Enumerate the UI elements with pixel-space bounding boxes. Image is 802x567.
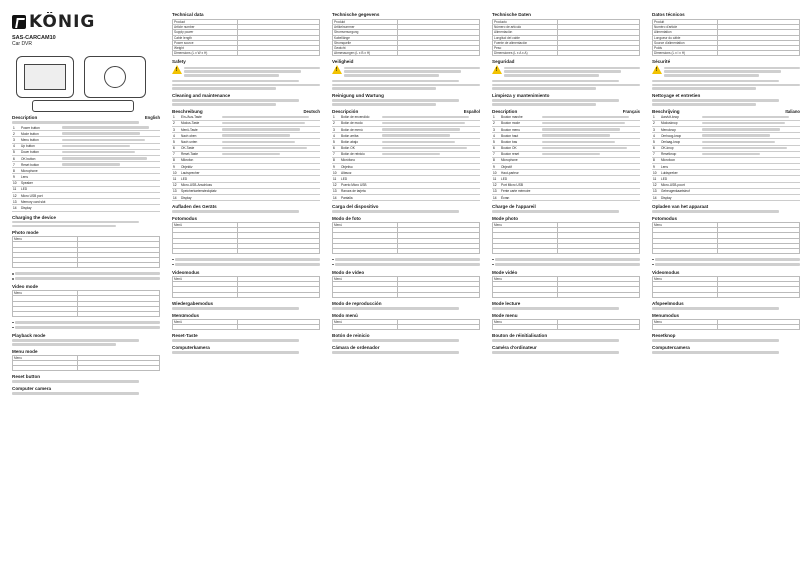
- text-label: Charge de l'appareil: [492, 204, 536, 210]
- text-label: Menu button: [20, 137, 61, 143]
- text-label: Deutsch: [303, 108, 320, 114]
- text-label: OK button: [20, 155, 61, 161]
- brand-logo: [12, 12, 160, 32]
- text-label: Objetivo: [340, 164, 381, 170]
- text-label: Technische gegevens: [332, 12, 380, 17]
- text-label: Reset button: [12, 374, 41, 380]
- text-label: Playback mode: [12, 333, 46, 339]
- text-label: Source d'alimentation: [653, 40, 718, 45]
- text-label: Ranura de tarjeta: [340, 188, 381, 194]
- text-label: Mode vidéo: [492, 270, 518, 276]
- text-label: Dimensions (L x l x H): [653, 51, 718, 56]
- text-label: Display: [660, 195, 701, 201]
- text-label: Beschrijving: [652, 108, 680, 114]
- text-label: Stromversorgung: [333, 30, 398, 35]
- text-label: Beschreibung: [172, 108, 203, 114]
- text-label: Datos técnicos: [652, 12, 685, 17]
- text-label: Lens: [660, 164, 701, 170]
- text-label: Power button: [20, 125, 61, 131]
- text-label: Cleaning and maintenance: [172, 93, 231, 98]
- text-label: Micro USB port: [20, 193, 61, 199]
- text-label: Product: [173, 20, 238, 25]
- text-label: OK-Taste: [180, 145, 221, 151]
- text-label: Botón de modo: [340, 120, 381, 126]
- column-spanish: Technische gegevens Produkt Artikelnummer Stromversorgung Kabellänge Stromquelle Gewicht Abmessungen (L x B x H) Veiligheid ! Reinigung und Wartung Descripción Español 1 Botón de encendido 2 Botón de modo 3 Botón de menú 4 Botón arriba 5 Botón abajo 6 Botón OK 7 Botón de reinicio 8 Micrófono 9 Objetivo 10 Altavoz 11 LED 12 Puerto Micro USB 13 Ranura de tarjeta 14 Pantalla Carga del dispositivo Modo de foto Menú Modo de vídeo Menú Modo de reproducción Modo menú Menú Botón de reinicio Cámara de ordenador: [332, 12, 480, 560]
- text-label: Objectif: [500, 164, 541, 170]
- text-label: Memory card slot: [20, 199, 61, 205]
- text-label: Alimentation: [653, 30, 718, 35]
- text-label: Bouton reset: [500, 151, 541, 157]
- text-label: Supply power: [173, 30, 238, 35]
- text-label: Resetknop: [660, 151, 701, 157]
- text-label: Botón de reinicio: [332, 332, 370, 338]
- text-label: Videomodus: [172, 270, 200, 276]
- text-label: Écran: [500, 195, 541, 201]
- text-label: Bouton OK: [500, 145, 541, 151]
- product-name: Car DVR: [12, 41, 33, 47]
- text-label: Ein-/Aus-Taste: [180, 115, 221, 121]
- text-label: Descripción: [332, 108, 359, 114]
- column-german: Technical data Product Article number Supply power Cable length Power source Weight Dimensions (L x W x H) Safety ! Cleaning and maintenance Beschreibung Deutsch 1 Ein-/Aus-Taste 2 Modus-Taste 3 Menü-Taste 4 Nach oben 5 Nach unten 6 OK-Taste 7 Reset-Taste 8 Mikrofon 9 Objektiv 10 Lautsprecher 11 LED 12 Micro-USB-Anschluss 13 Speicherkartensteckplatz 14 Display Aufladen des Geräts Fotomodus Menü Videomodus Menü Wiedergabemodus Menümodus Menü Reset-Taste Computerkamera: [172, 12, 320, 560]
- text-label: Modusknop: [660, 120, 701, 126]
- text-label: Artikelnummer: [333, 25, 398, 30]
- text-label: Botón arriba: [340, 133, 381, 139]
- text-label: Nach oben: [180, 133, 221, 139]
- text-label: Nach unten: [180, 139, 221, 145]
- text-label: Modo menú: [332, 312, 358, 318]
- text-label: Computercamera: [652, 344, 690, 350]
- product-diagram: [12, 50, 160, 112]
- text-label: Abmessungen (L x B x H): [333, 51, 398, 56]
- text-label: Pantalla: [340, 195, 381, 201]
- text-label: LED: [20, 186, 61, 192]
- text-label: Español: [463, 108, 480, 114]
- text-label: Dimensiones (L x A x A): [493, 51, 558, 56]
- text-label: Luidspreker: [660, 170, 701, 176]
- text-label: Fotomodus: [172, 215, 198, 221]
- text-label: Bouton menu: [500, 126, 541, 132]
- column-english: KÖNIG SAS-CARCAM10 Car DVR Description English 1 Power button 2 Mode button 3 Menu button 4 Up button 5 Down button 6 OK button 7 Reset button 8 Microphone 9 Lens 10 Speaker 11 LED 12 Micro USB port 13 Memory card slot 14 Display Charging the device Photo mode Menu Video mode Menu Playback mode Menu mode Menu Reset button Computer camera: [12, 12, 160, 560]
- text-label: Lautsprecher: [180, 170, 221, 176]
- model-number: SAS-CARCAM10: [12, 35, 56, 41]
- text-label: Produkt: [333, 20, 398, 25]
- text-label: Modo de vídeo: [332, 270, 365, 276]
- text-label: Charging the device: [12, 214, 56, 220]
- text-label: Cámara de ordenador: [332, 344, 380, 350]
- text-label: Omlaag-knop: [660, 139, 701, 145]
- warning-icon: [492, 65, 502, 74]
- text-label: Limpieza y mantenimiento: [492, 93, 550, 98]
- text-label: Dimensions (L x W x H): [173, 51, 238, 56]
- text-label: Bouton bas: [500, 139, 541, 145]
- text-label: Reset button: [20, 162, 61, 168]
- text-label: Mikrofon: [180, 157, 221, 163]
- text-label: Display: [20, 205, 61, 211]
- spec-table: [172, 19, 320, 56]
- text-label: Botón de reinicio: [340, 151, 381, 157]
- text-label: LED: [660, 176, 701, 182]
- text-label: Opladen van het apparaat: [652, 204, 709, 210]
- text-label: Micro-USB-Anschluss: [180, 182, 221, 188]
- text-label: Caméra d'ordinateur: [492, 344, 537, 350]
- text-label: Mode menu: [492, 312, 518, 318]
- text-label: Fente carte mémoire: [500, 188, 541, 194]
- text-label: Down button: [20, 149, 61, 155]
- text-label: Safety: [172, 59, 186, 65]
- text-label: Numéro d'article: [653, 25, 718, 30]
- text-label: Bouton de réinitialisation: [492, 332, 548, 338]
- text-label: Longueur du câble: [653, 35, 718, 40]
- text-label: Description: [492, 108, 518, 114]
- text-label: Weight: [173, 45, 238, 50]
- text-label: Altavoz: [340, 170, 381, 176]
- text-label: Objektiv: [180, 164, 221, 170]
- text-label: Photo mode: [12, 230, 39, 236]
- text-label: Up button: [20, 143, 61, 149]
- text-label: Port Micro USB: [500, 182, 541, 188]
- text-label: Speaker: [20, 180, 61, 186]
- text-label: Fotomodus: [652, 215, 678, 221]
- text-label: Mode photo: [492, 215, 519, 221]
- text-label: Producto: [493, 20, 558, 25]
- text-label: Micrófono: [340, 157, 381, 163]
- text-label: Botón OK: [340, 145, 381, 151]
- description-title: Description: [12, 115, 38, 120]
- text-label: Menü-Taste: [180, 126, 221, 132]
- text-label: Wiedergabemodus: [172, 300, 214, 306]
- text-label: Botón abajo: [340, 139, 381, 145]
- text-label: Videomodus: [652, 270, 680, 276]
- text-label: Peso: [493, 45, 558, 50]
- parts-table: 1 Power button 2 Mode button 3 Menu button 4 Up button 5 Down button 6 OK button 7 Reset button 8 Microphone 9 Lens 10 Speaker 11 LED 12 Micro USB port 13 Memory card slot 14 Display: [12, 125, 160, 212]
- text-label: Menuknop: [660, 126, 701, 132]
- text-label: Micro-USB-poort: [660, 182, 701, 188]
- text-label: Seguridad: [492, 59, 515, 65]
- text-label: Technische Daten: [492, 12, 531, 17]
- text-label: Produit: [653, 20, 718, 25]
- text-label: Article number: [173, 25, 238, 30]
- text-label: Reset-Taste: [180, 151, 221, 157]
- warning-icon: [332, 65, 342, 74]
- text-label: LED: [340, 176, 381, 182]
- text-label: Resetknop: [652, 332, 676, 338]
- text-label: Poids: [653, 45, 718, 50]
- text-label: Microphone: [20, 168, 61, 174]
- text-label: Microphone: [500, 157, 541, 163]
- text-label: Modo de foto: [332, 215, 361, 221]
- text-label: Speicherkartensteckplatz: [180, 188, 221, 194]
- text-label: Omhoog-knop: [660, 133, 701, 139]
- text-label: Cable length: [173, 35, 238, 40]
- text-label: Sécurité: [652, 59, 671, 65]
- text-label: Display: [180, 195, 221, 201]
- text-label: Menumodus: [652, 312, 680, 318]
- language-label: English: [144, 115, 160, 120]
- text-label: Computerkamera: [172, 344, 210, 350]
- text-label: LED: [180, 176, 221, 182]
- text-label: Power source: [173, 40, 238, 45]
- text-label: Computer camera: [12, 386, 52, 391]
- text-label: Nettoyage et entretien: [652, 93, 701, 98]
- column-french: Technische Daten Producto Número de artículo Alimentación Longitud del cable Fuente de alimentación Peso Dimensiones (L x A x A) Seguridad ! Limpieza y mantenimiento Description Français 1 Bouton marche 2 Bouton mode 3 Bouton menu 4 Bouton haut 5 Bouton bas 6 Bouton OK 7 Bouton reset 8 Microphone 9 Objectif 10 Haut-parleur 11 LED 12 Port Micro USB 13 Fente carte mémoire 14 Écran Charge de l'appareil Mode photo Menu Mode vidéo Menu Mode lecture Mode menu Menu Bouton de réinitialisation Caméra d'ordinateur: [492, 12, 640, 560]
- text-label: Italiano: [785, 108, 800, 114]
- text-label: Bouton marche: [500, 115, 541, 121]
- text-label: Aan/uit-knop: [660, 115, 701, 121]
- text-label: Reset-Taste: [172, 332, 198, 338]
- text-label: Alimentación: [493, 30, 558, 35]
- text-label: Bouton mode: [500, 120, 541, 126]
- text-label: Bouton haut: [500, 133, 541, 139]
- text-label: Veiligheid: [332, 59, 354, 65]
- text-label: Microfoon: [660, 157, 701, 163]
- text-label: Stromquelle: [333, 40, 398, 45]
- text-label: Français: [622, 108, 640, 114]
- text-label: Botón de encendido: [340, 115, 381, 121]
- text-label: Menu mode: [12, 348, 38, 354]
- text-label: Video mode: [12, 284, 38, 290]
- text-label: Gewicht: [333, 45, 398, 50]
- text-label: Lens: [20, 174, 61, 180]
- text-label: Mode button: [20, 131, 61, 137]
- text-label: Kabellänge: [333, 35, 398, 40]
- text-label: Puerto Micro USB: [340, 182, 381, 188]
- text-label: Fuente de alimentación: [493, 40, 558, 45]
- text-label: Modus-Taste: [180, 120, 221, 126]
- warning-icon: [652, 65, 662, 74]
- text-label: LED: [500, 176, 541, 182]
- text-label: Menümodus: [172, 312, 200, 318]
- text-label: Reinigung und Wartung: [332, 93, 384, 98]
- text-label: Longitud del cable: [493, 35, 558, 40]
- warning-icon: [172, 65, 182, 74]
- brand-name: KÖNIG: [29, 12, 96, 32]
- text-label: Modo de reproducción: [332, 300, 382, 306]
- text-label: Botón de menú: [340, 126, 381, 132]
- text-label: Afspeelmodus: [652, 300, 684, 306]
- text-label: Carga del dispositivo: [332, 204, 379, 210]
- konig-logo-icon: [12, 15, 26, 29]
- column-dutch: Datos técnicos Produit Numéro d'article Alimentation Longueur du câble Source d'alimentation Poids Dimensions (L x l x H) Sécurité ! Nettoyage et entretien Beschrijving Italiano 1 Aan/uit-knop 2 Modusknop 3 Menuknop 4 Omhoog-knop 5 Omlaag-knop 6 OK-knop 7 Resetknop 8 Microfoon 9 Lens 10 Luidspreker 11 LED 12 Micro-USB-poort 13 Geheugenkaartsleuf 14 Display Opladen van het apparaat Fotomodus Menu Videomodus Menu Afspeelmodus Menumodus Menu Resetknop Computercamera: [652, 12, 800, 560]
- text-label: Aufladen des Geräts: [172, 204, 217, 210]
- tech-data-title: Technical data: [172, 12, 204, 17]
- text-label: Geheugenkaartsleuf: [660, 188, 701, 194]
- text-label: Número de artículo: [493, 25, 558, 30]
- text-label: Haut-parleur: [500, 170, 541, 176]
- text-label: OK-knop: [660, 145, 701, 151]
- text-label: Mode lecture: [492, 300, 521, 306]
